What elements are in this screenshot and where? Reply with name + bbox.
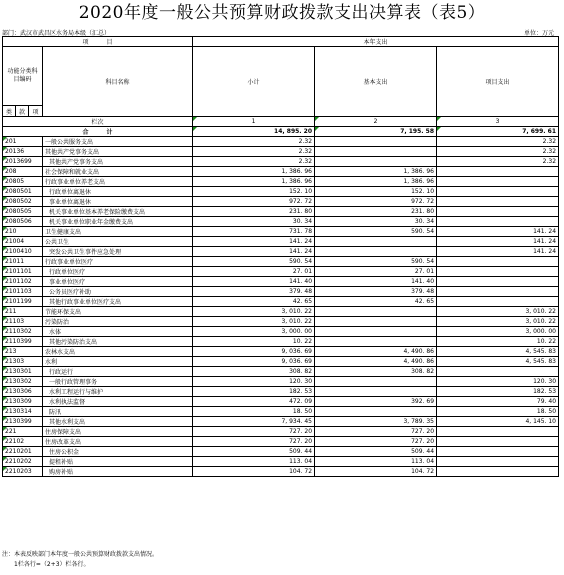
row-project-value bbox=[437, 287, 559, 297]
row-basic-value: 30. 34 bbox=[315, 217, 437, 227]
row-subtotal-value: 9, 036. 69 bbox=[193, 347, 315, 357]
row-subject-name: 卫生健康支出 bbox=[43, 227, 193, 237]
table-row bbox=[3, 217, 559, 227]
row-project-value bbox=[437, 257, 559, 267]
row-code: 208 bbox=[3, 167, 43, 177]
row-subtotal-value: 120. 30 bbox=[193, 377, 315, 387]
row-code: 2101102 bbox=[3, 277, 43, 287]
row-subtotal-value: 972. 72 bbox=[193, 197, 315, 207]
table-row bbox=[3, 397, 559, 407]
func-class-code-header: 功能分类科目编码 bbox=[3, 47, 43, 106]
row-code: 21004 bbox=[3, 237, 43, 247]
table-row bbox=[3, 327, 559, 337]
row-subtotal-value: 472. 09 bbox=[193, 397, 315, 407]
row-project-value bbox=[437, 457, 559, 467]
table-row bbox=[3, 257, 559, 267]
row-code: 21303 bbox=[3, 357, 43, 367]
row-basic-value: 509. 44 bbox=[315, 447, 437, 457]
row-project-value bbox=[437, 167, 559, 177]
row-basic-value bbox=[315, 377, 437, 387]
row-basic-value: 379. 48 bbox=[315, 287, 437, 297]
table-row bbox=[3, 197, 559, 207]
row-project-value: 2.32 bbox=[437, 137, 559, 147]
row-basic-value: 104. 72 bbox=[315, 467, 437, 477]
row-subtotal-value: 9, 036. 69 bbox=[193, 357, 315, 367]
row-subject-name: 突发公共卫生事件应急处理 bbox=[43, 247, 193, 257]
row-project-value bbox=[437, 427, 559, 437]
unit-label: 单位：万元 bbox=[523, 30, 554, 37]
table-row bbox=[3, 317, 559, 327]
row-subtotal-value: 379. 48 bbox=[193, 287, 315, 297]
current-year-expense-header: 本年支出 bbox=[193, 37, 559, 47]
table-row bbox=[3, 357, 559, 367]
row-project-value: 120. 30 bbox=[437, 377, 559, 387]
row-code: 2210203 bbox=[3, 467, 43, 477]
table-row bbox=[3, 177, 559, 187]
row-basic-value: 4, 490. 86 bbox=[315, 357, 437, 367]
row-code: 2080506 bbox=[3, 217, 43, 227]
row-code: 210 bbox=[3, 227, 43, 237]
row-project-value bbox=[437, 467, 559, 477]
row-code: 2130302 bbox=[3, 377, 43, 387]
row-project-value: 141. 24 bbox=[437, 237, 559, 247]
row-subject-name: 其他行政事业单位医疗支出 bbox=[43, 297, 193, 307]
subtotal-header: 小计 bbox=[193, 47, 315, 117]
row-subtotal-value: 141. 24 bbox=[193, 237, 315, 247]
column-number-3: 3 bbox=[437, 117, 559, 127]
row-project-value bbox=[437, 207, 559, 217]
row-subject-name: 水利 bbox=[43, 357, 193, 367]
row-subtotal-value: 152. 10 bbox=[193, 187, 315, 197]
row-basic-value: 590. 54 bbox=[315, 227, 437, 237]
row-subtotal-value: 2.32 bbox=[193, 147, 315, 157]
row-project-value bbox=[437, 187, 559, 197]
row-subtotal-value: 308. 82 bbox=[193, 367, 315, 377]
row-subtotal-value: 509. 44 bbox=[193, 447, 315, 457]
row-subtotal-value: 1, 386. 96 bbox=[193, 177, 315, 187]
row-basic-value bbox=[315, 147, 437, 157]
row-subtotal-value: 727. 20 bbox=[193, 437, 315, 447]
row-subject-name: 水体 bbox=[43, 327, 193, 337]
row-subtotal-value: 3, 000. 00 bbox=[193, 327, 315, 337]
row-subject-name: 水利执法监督 bbox=[43, 397, 193, 407]
table-row bbox=[3, 137, 559, 147]
row-project-value: 2.32 bbox=[437, 147, 559, 157]
row-subject-name: 公务员医疗补助 bbox=[43, 287, 193, 297]
row-code: 2130399 bbox=[3, 417, 43, 427]
table-row bbox=[3, 347, 559, 357]
table-row bbox=[3, 297, 559, 307]
row-basic-value: 141. 40 bbox=[315, 277, 437, 287]
column-label: 栏次 bbox=[3, 117, 193, 127]
row-basic-value: 113. 04 bbox=[315, 457, 437, 467]
row-subtotal-value: 182. 53 bbox=[193, 387, 315, 397]
table-row bbox=[3, 377, 559, 387]
row-basic-value: 3, 789. 35 bbox=[315, 417, 437, 427]
row-subject-name: 其他水利支出 bbox=[43, 417, 193, 427]
row-subject-name: 节能环保支出 bbox=[43, 307, 193, 317]
row-subject-name: 住房保障支出 bbox=[43, 427, 193, 437]
lei-header: 类 bbox=[3, 106, 16, 117]
row-basic-value bbox=[315, 137, 437, 147]
row-subject-name: 农林水支出 bbox=[43, 347, 193, 357]
row-project-value: 141. 24 bbox=[437, 247, 559, 257]
row-code: 201 bbox=[3, 137, 43, 147]
row-subject-name: 一般公共服务支出 bbox=[43, 137, 193, 147]
row-basic-value bbox=[315, 157, 437, 167]
row-code: 21011 bbox=[3, 257, 43, 267]
row-subject-name: 提租补贴 bbox=[43, 457, 193, 467]
row-project-value: 4, 545. 83 bbox=[437, 347, 559, 357]
xiang-header: 项 bbox=[29, 106, 43, 117]
table-row bbox=[3, 367, 559, 377]
column-number-1: 1 bbox=[193, 117, 315, 127]
row-basic-value: 392. 69 bbox=[315, 397, 437, 407]
row-subject-name: 防汛 bbox=[43, 407, 193, 417]
row-code: 2101199 bbox=[3, 297, 43, 307]
row-subject-name: 其他共产党事务支出 bbox=[43, 157, 193, 167]
column-number-2: 2 bbox=[315, 117, 437, 127]
table-row bbox=[3, 277, 559, 287]
project-expense-header: 项目支出 bbox=[437, 47, 559, 117]
table-row bbox=[3, 407, 559, 417]
row-basic-value bbox=[315, 237, 437, 247]
row-code: 2210201 bbox=[3, 447, 43, 457]
table-row bbox=[3, 187, 559, 197]
table-row bbox=[3, 337, 559, 347]
row-project-value bbox=[437, 367, 559, 377]
row-subtotal-value: 30. 34 bbox=[193, 217, 315, 227]
row-code: 2101103 bbox=[3, 287, 43, 297]
row-project-value: 79. 40 bbox=[437, 397, 559, 407]
row-subject-name: 一般行政管理事务 bbox=[43, 377, 193, 387]
table-row bbox=[3, 207, 559, 217]
row-code: 213 bbox=[3, 347, 43, 357]
row-basic-value bbox=[315, 307, 437, 317]
row-subject-name: 行政单位离退休 bbox=[43, 187, 193, 197]
table-row bbox=[3, 147, 559, 157]
row-basic-value: 590. 54 bbox=[315, 257, 437, 267]
row-basic-value: 727. 20 bbox=[315, 437, 437, 447]
row-basic-value: 42. 65 bbox=[315, 297, 437, 307]
table-row bbox=[3, 267, 559, 277]
row-code: 2110302 bbox=[3, 327, 43, 337]
row-code: 2080502 bbox=[3, 197, 43, 207]
row-basic-value bbox=[315, 317, 437, 327]
row-basic-value: 231. 80 bbox=[315, 207, 437, 217]
row-subtotal-value: 3, 010. 22 bbox=[193, 307, 315, 317]
row-subject-name: 社会保障和就业支出 bbox=[43, 167, 193, 177]
row-project-value: 10. 22 bbox=[437, 337, 559, 347]
row-basic-value bbox=[315, 337, 437, 347]
row-subtotal-value: 27. 01 bbox=[193, 267, 315, 277]
row-code: 2130301 bbox=[3, 367, 43, 377]
basic-expense-header: 基本支出 bbox=[315, 47, 437, 117]
row-subject-name: 事业单位医疗 bbox=[43, 277, 193, 287]
row-subtotal-value: 141. 40 bbox=[193, 277, 315, 287]
row-project-value: 3, 010. 22 bbox=[437, 317, 559, 327]
row-code: 20805 bbox=[3, 177, 43, 187]
row-subtotal-value: 10. 22 bbox=[193, 337, 315, 347]
table-row bbox=[3, 307, 559, 317]
row-subtotal-value: 3, 010. 22 bbox=[193, 317, 315, 327]
row-subtotal-value: 113. 04 bbox=[193, 457, 315, 467]
row-project-value: 18. 50 bbox=[437, 407, 559, 417]
table-row bbox=[3, 457, 559, 467]
total-subtotal: 14, 895. 20 bbox=[193, 127, 315, 137]
row-project-value bbox=[437, 217, 559, 227]
table-row bbox=[3, 467, 559, 477]
table-row bbox=[3, 447, 559, 457]
row-basic-value: 972. 72 bbox=[315, 197, 437, 207]
row-code: 2080505 bbox=[3, 207, 43, 217]
row-subject-name: 行政事业单位养老支出 bbox=[43, 177, 193, 187]
row-project-value bbox=[437, 267, 559, 277]
row-basic-value: 152. 10 bbox=[315, 187, 437, 197]
table-row bbox=[3, 247, 559, 257]
page-title: 2020年度一般公共预算财政拨款支出决算表（表5） bbox=[78, 3, 486, 23]
row-code: 22102 bbox=[3, 437, 43, 447]
row-subject-name: 机关事业单位职业年金缴费支出 bbox=[43, 217, 193, 227]
row-project-value bbox=[437, 297, 559, 307]
table-row bbox=[3, 387, 559, 397]
row-project-value: 4, 145. 10 bbox=[437, 417, 559, 427]
row-subtotal-value: 2.32 bbox=[193, 157, 315, 167]
total-project: 7, 699. 61 bbox=[437, 127, 559, 137]
row-code: 2210202 bbox=[3, 457, 43, 467]
row-basic-value bbox=[315, 247, 437, 257]
row-subtotal-value: 731. 78 bbox=[193, 227, 315, 237]
row-project-value: 3, 010. 22 bbox=[437, 307, 559, 317]
row-basic-value: 1, 386. 96 bbox=[315, 177, 437, 187]
row-subject-name: 行政单位医疗 bbox=[43, 267, 193, 277]
row-project-value bbox=[437, 277, 559, 287]
row-subtotal-value: 141. 24 bbox=[193, 247, 315, 257]
row-code: 211 bbox=[3, 307, 43, 317]
row-subject-name: 污染防治 bbox=[43, 317, 193, 327]
row-basic-value: 27. 01 bbox=[315, 267, 437, 277]
row-project-value: 141. 24 bbox=[437, 227, 559, 237]
row-code: 2013699 bbox=[3, 157, 43, 167]
row-subtotal-value: 2.32 bbox=[193, 137, 315, 147]
row-project-value bbox=[437, 437, 559, 447]
table-row bbox=[3, 157, 559, 167]
row-code: 21103 bbox=[3, 317, 43, 327]
table-row bbox=[3, 417, 559, 427]
row-subject-name: 其他共产党事务支出 bbox=[43, 147, 193, 157]
total-basic: 7, 195. 58 bbox=[315, 127, 437, 137]
kuan-header: 款 bbox=[16, 106, 29, 117]
table-row bbox=[3, 167, 559, 177]
row-subtotal-value: 7, 934. 45 bbox=[193, 417, 315, 427]
row-project-value: 4, 545. 83 bbox=[437, 357, 559, 367]
row-code: 2130306 bbox=[3, 387, 43, 397]
row-basic-value bbox=[315, 327, 437, 337]
expense-table bbox=[2, 36, 559, 477]
table-row bbox=[3, 287, 559, 297]
row-code: 2110399 bbox=[3, 337, 43, 347]
row-code: 2101101 bbox=[3, 267, 43, 277]
row-basic-value bbox=[315, 387, 437, 397]
table-row bbox=[3, 437, 559, 447]
row-subject-name: 事业单位离退休 bbox=[43, 197, 193, 207]
row-subject-name: 行政事业单位医疗 bbox=[43, 257, 193, 267]
row-project-value: 182. 53 bbox=[437, 387, 559, 397]
row-code: 221 bbox=[3, 427, 43, 437]
row-project-value bbox=[437, 177, 559, 187]
row-code: 2130314 bbox=[3, 407, 43, 417]
row-subtotal-value: 590. 54 bbox=[193, 257, 315, 267]
note-line: 注：本表反映部门本年度一般公共预算财政拨款支出情况。 bbox=[2, 551, 159, 558]
row-subject-name: 住房公积金 bbox=[43, 447, 193, 457]
row-subtotal-value: 1, 386. 96 bbox=[193, 167, 315, 177]
row-code: 2100410 bbox=[3, 247, 43, 257]
row-project-value: 2.32 bbox=[437, 157, 559, 167]
subject-name-header: 科目名称 bbox=[43, 47, 193, 117]
table-row bbox=[3, 427, 559, 437]
total-label: 合 计 bbox=[3, 127, 193, 137]
row-subtotal-value: 42. 65 bbox=[193, 297, 315, 307]
row-subject-name: 行政运行 bbox=[43, 367, 193, 377]
table-row bbox=[3, 227, 559, 237]
row-subject-name: 其他污染防治支出 bbox=[43, 337, 193, 347]
row-subject-name: 购房补贴 bbox=[43, 467, 193, 477]
row-project-value bbox=[437, 447, 559, 457]
row-subject-name: 机关事业单位基本养老保险缴费支出 bbox=[43, 207, 193, 217]
row-subtotal-value: 18. 50 bbox=[193, 407, 315, 417]
row-code: 2130309 bbox=[3, 397, 43, 407]
row-code: 20136 bbox=[3, 147, 43, 157]
table-row bbox=[3, 237, 559, 247]
row-subject-name: 水利工程运行与维护 bbox=[43, 387, 193, 397]
row-basic-value: 308. 82 bbox=[315, 367, 437, 377]
note-line: 1栏各行=（2+3）栏各行。 bbox=[2, 561, 90, 568]
row-subtotal-value: 104. 72 bbox=[193, 467, 315, 477]
table-notes bbox=[2, 550, 158, 570]
row-basic-value: 1, 386. 96 bbox=[315, 167, 437, 177]
row-subtotal-value: 231. 80 bbox=[193, 207, 315, 217]
row-project-value: 3, 000. 00 bbox=[437, 327, 559, 337]
row-subject-name: 公共卫生 bbox=[43, 237, 193, 247]
row-subtotal-value: 727. 20 bbox=[193, 427, 315, 437]
row-project-value bbox=[437, 197, 559, 207]
row-basic-value: 727. 20 bbox=[315, 427, 437, 437]
row-basic-value bbox=[315, 407, 437, 417]
row-subject-name: 住房改革支出 bbox=[43, 437, 193, 447]
row-code: 2080501 bbox=[3, 187, 43, 197]
row-basic-value: 4, 490. 86 bbox=[315, 347, 437, 357]
project-header: 项 目 bbox=[3, 37, 193, 47]
department-label: 部门：武汉市武昌区水务局本级（汇总） bbox=[2, 30, 111, 37]
